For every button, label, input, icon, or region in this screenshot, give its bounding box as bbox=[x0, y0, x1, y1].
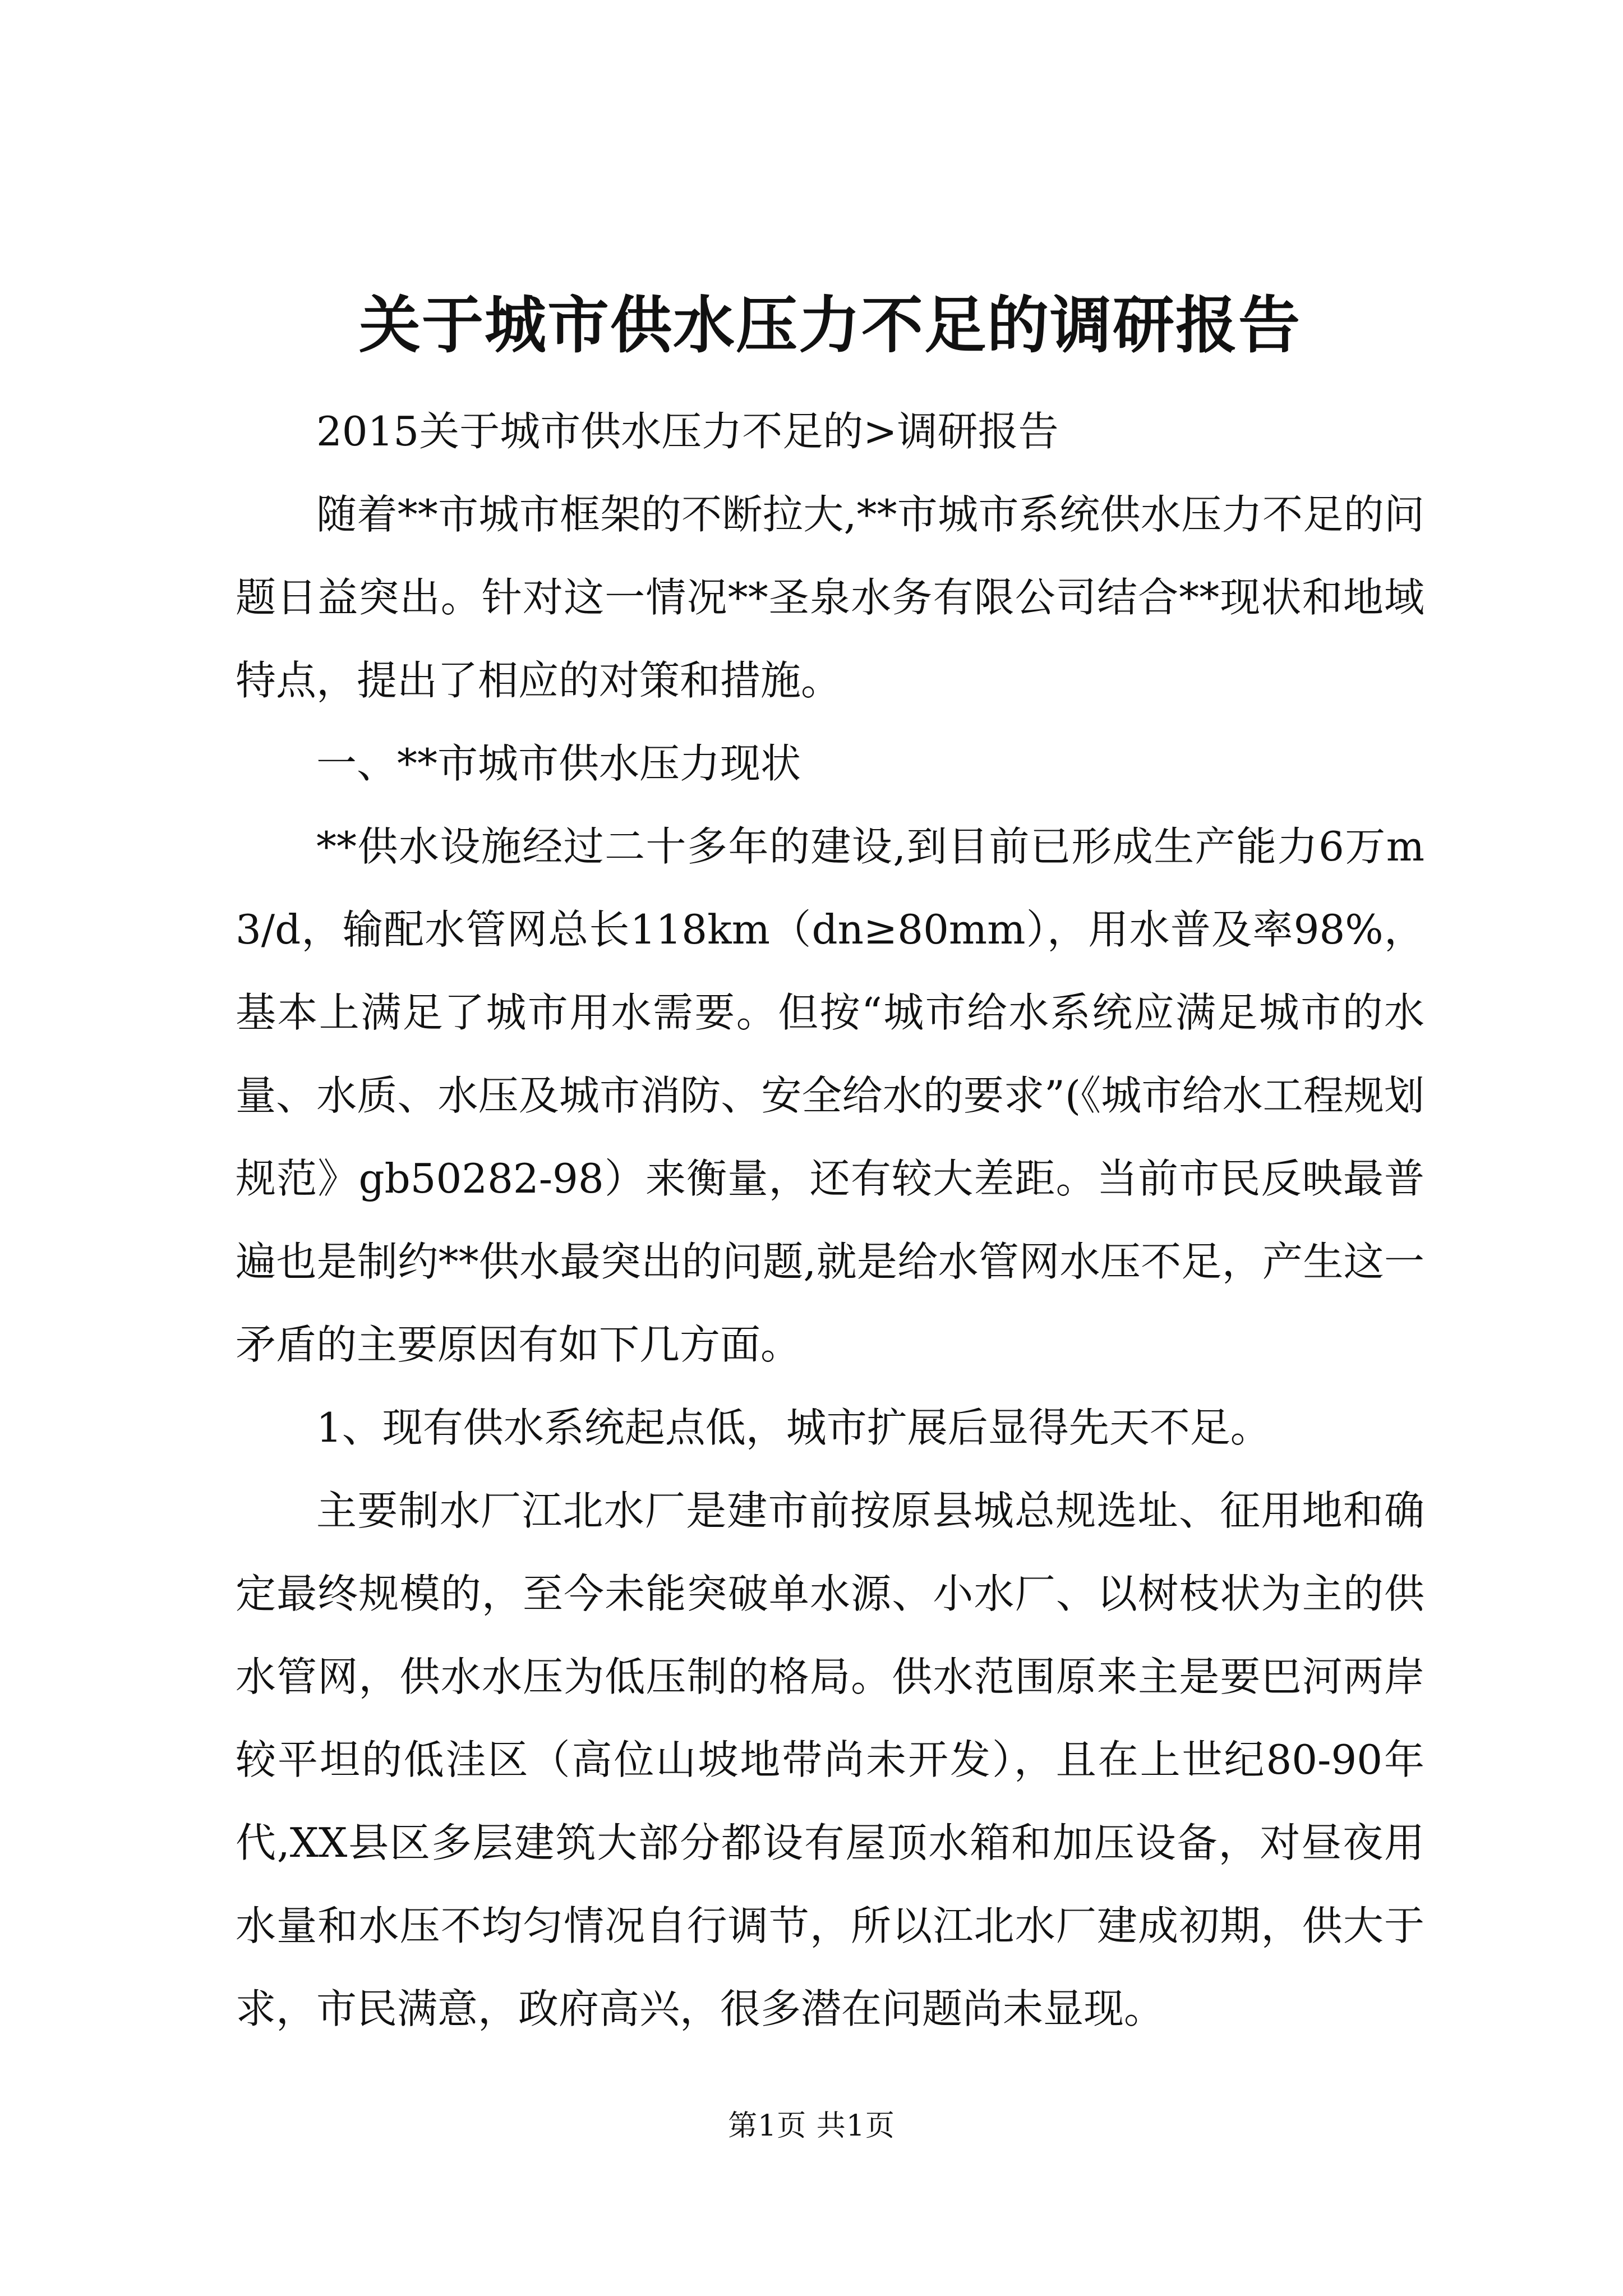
document-body bbox=[236, 283, 1424, 2050]
subsection-heading: 1、现有供水系统起点低，城市扩展后显得先天不足。 bbox=[316, 1404, 1271, 1451]
section-heading: 一、**市城市供水压力现状 bbox=[316, 740, 801, 787]
document-title: 关于城市供水压力不足的调研报告 bbox=[359, 289, 1301, 361]
paragraph-intro: 随着**市城市框架的不断拉大,**市城市系统供水压力不足的问题日益突出。针对这一情况**圣泉水务有限公司结合**现状和地域特点，提出了相应的对策和措施。 bbox=[236, 491, 1424, 704]
paragraph-status: **供水设施经过二十多年的建设,到目前已形成生产能力6万m3/d，输配水管网总长118km（dn≥80mm），用水普及率98%，基本上满足了城市用水需要。但按“城市给水系统应满足城市的水量、水质、水压及城市消防、安全给水的要求”(《城市给水工程规划规范》gb50282-98）来衡量，还有较大差距。当前市民反映最普遍也是制约**供水最突出的问题,就是给水管网水压不足，产生这一矛盾的主要原因有如下几方面。 bbox=[236, 823, 1424, 1368]
page-footer: 第1页 共1页 bbox=[728, 2109, 895, 2143]
paragraph-detail: 主要制水厂江北水厂是建市前按原县城总规选址、征用地和确定最终规模的，至今未能突破单水源、小水厂、以树枝状为主的供水管网，供水水压为低压制的格局。供水范围原来主是要巴河两岸较平坦的低洼区（高位山坡地带尚未开发），且在上世纪80-90年代,XX县区多层建筑大部分都设有屋顶水箱和加压设备，对昼夜用水量和水压不均匀情况自行调节，所以江北水厂建成初期，供大于求，市民满意，政府高兴，很多潜在问题尚未显现。 bbox=[236, 1487, 1424, 2032]
paragraph-subtitle: 2015关于城市供水压力不足的>调研报告 bbox=[316, 408, 1059, 455]
